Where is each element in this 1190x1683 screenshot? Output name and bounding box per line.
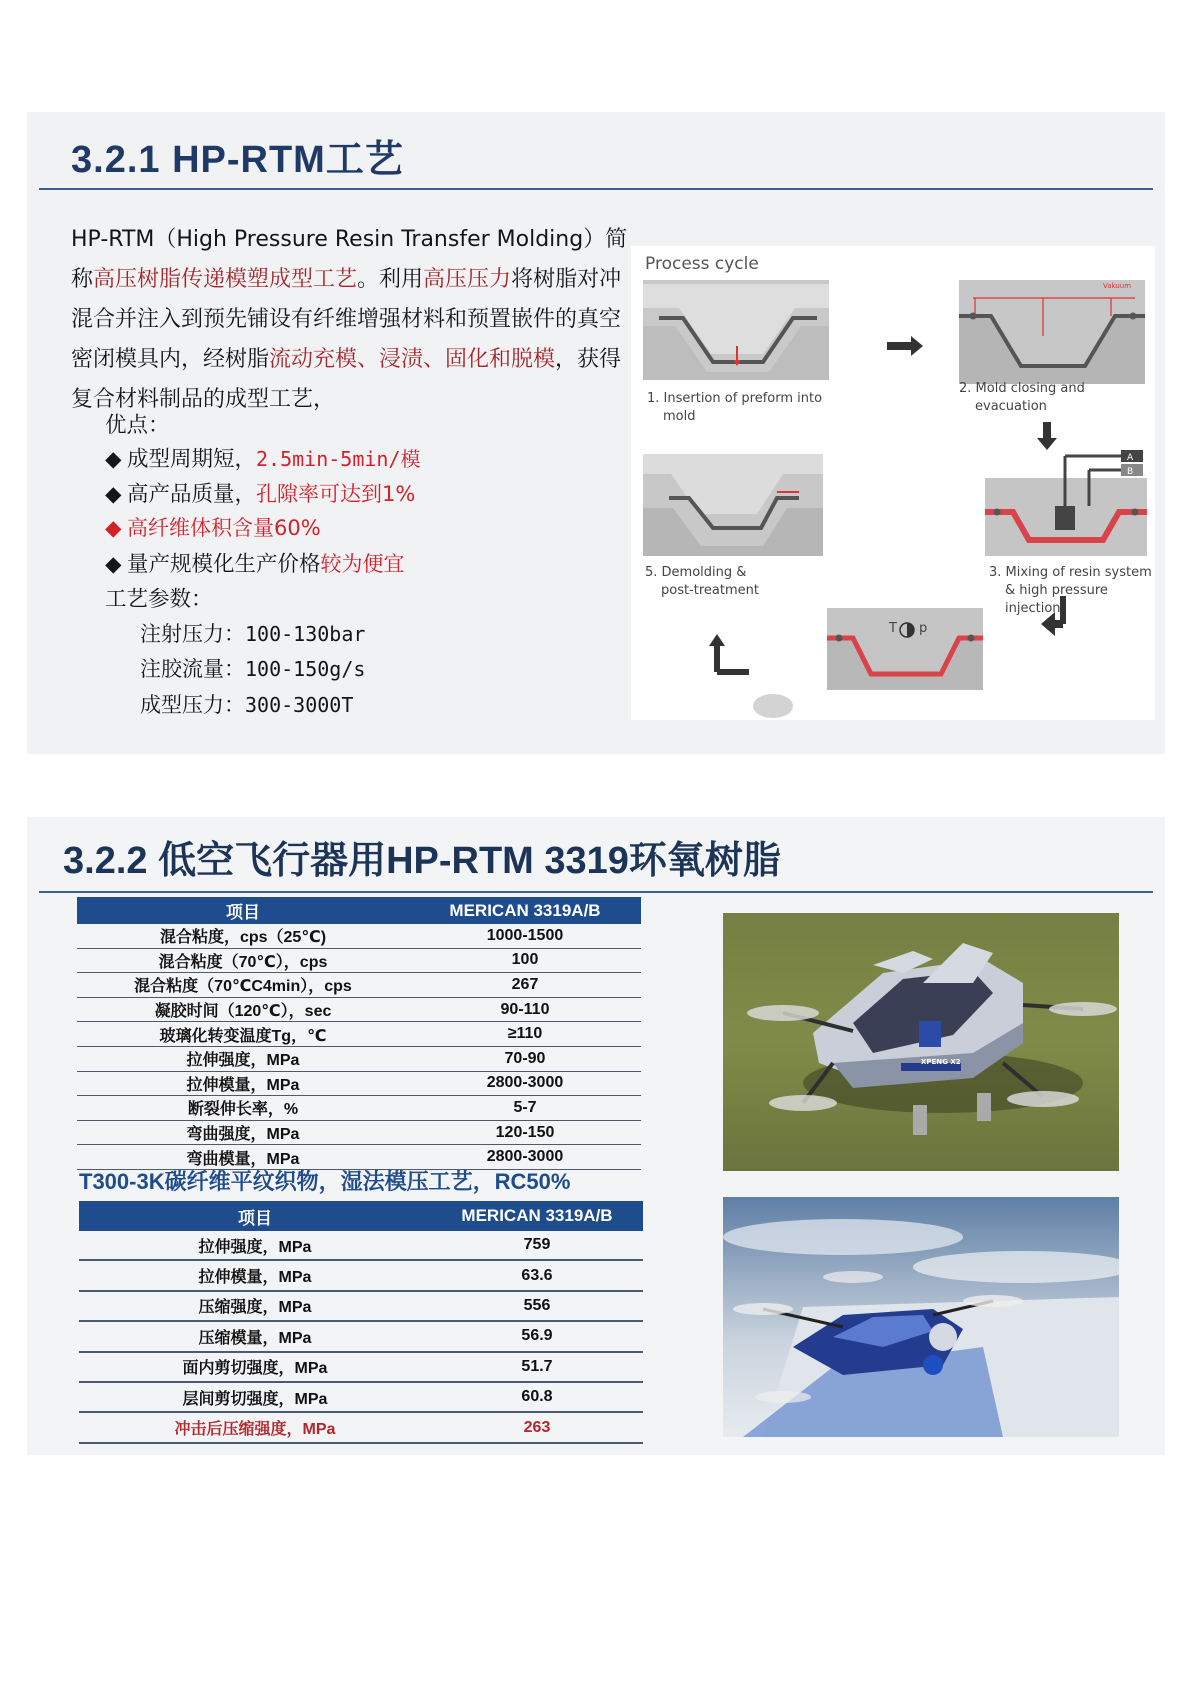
property-name-cell: 玻璃化转变温度Tg，℃ bbox=[77, 1022, 409, 1047]
diamond-bullet-icon: ◆ bbox=[105, 516, 122, 541]
process-cycle-graphic bbox=[631, 246, 1155, 720]
param-row bbox=[140, 653, 365, 683]
property-name-cell: 混合粘度（70℃C4min），cps bbox=[77, 973, 409, 998]
advantage-text: 高产品质量， bbox=[127, 482, 257, 507]
column-header-value: MERICAN 3319A/B bbox=[431, 1201, 643, 1231]
property-name-cell: 弯曲模量，MPa bbox=[77, 1145, 409, 1170]
table-row bbox=[79, 1291, 643, 1321]
vacuum-label: Vakuum bbox=[1103, 282, 1132, 290]
intro-text-2: 。利用 bbox=[357, 267, 424, 292]
table-row bbox=[79, 1412, 643, 1442]
intro-text-1: HP-RTM（High Pressure Resin Transfer Molding）简称 bbox=[71, 227, 628, 292]
step5-caption: 5. Demolding & bbox=[645, 565, 747, 580]
table-header-row bbox=[79, 1201, 643, 1231]
laminate-subtitle: T300-3K碳纤维平纹织物，湿法模压工艺，RC50% bbox=[79, 1169, 571, 1194]
property-value-cell: 759 bbox=[431, 1231, 643, 1260]
aircraft-on-pad-image bbox=[723, 1197, 1119, 1437]
property-value-cell: 1000-1500 bbox=[409, 924, 641, 948]
property-name-cell: 弯曲强度，MPa bbox=[77, 1120, 409, 1145]
table-row bbox=[79, 1382, 643, 1412]
step3-caption: 3. Mixing of resin system bbox=[989, 565, 1152, 580]
property-name-cell: 拉伸强度，MPa bbox=[79, 1231, 431, 1260]
table-row bbox=[77, 997, 641, 1022]
property-name-cell: 混合粘度，cps（25℃) bbox=[77, 924, 409, 948]
property-value-cell: 100 bbox=[409, 948, 641, 973]
diamond-bullet-icon: ◆ bbox=[105, 482, 122, 507]
step2-caption: 2. Mold closing and bbox=[959, 381, 1085, 396]
step1-caption: 1. Insertion of preform into bbox=[647, 391, 823, 406]
property-name-cell: 拉伸模量，MPa bbox=[79, 1260, 431, 1290]
column-header-item: 项目 bbox=[77, 897, 409, 924]
params-label: 工艺参数： bbox=[105, 587, 213, 612]
property-value-cell: 263 bbox=[431, 1412, 643, 1442]
property-value-cell: 2800-3000 bbox=[409, 1071, 641, 1096]
property-value-cell: 70-90 bbox=[409, 1046, 641, 1071]
property-value-cell: 90-110 bbox=[409, 997, 641, 1022]
table-row bbox=[77, 1071, 641, 1096]
param-label: 成型压力： bbox=[140, 693, 245, 717]
step2-caption-2: evacuation bbox=[975, 399, 1047, 414]
property-value-cell: 63.6 bbox=[431, 1260, 643, 1290]
property-value-cell: 120-150 bbox=[409, 1120, 641, 1145]
temperature-label: T bbox=[889, 621, 897, 636]
property-name-cell: 混合粘度（70℃），cps bbox=[77, 948, 409, 973]
component-b-label: B bbox=[1127, 467, 1134, 477]
step1-caption-2: mold bbox=[663, 409, 696, 424]
slide2-title: 3.2.2 低空飞行器用HP-RTM 3319环氧树脂 bbox=[63, 840, 781, 882]
property-name-cell: 冲击后压缩强度，MPa bbox=[79, 1412, 431, 1442]
advantage-text: 量产规模化生产价格 bbox=[127, 552, 321, 577]
slide1-title: 3.2.1 HP-RTM工艺 bbox=[71, 139, 404, 181]
advantage-highlight: 孔隙率可达到1% bbox=[256, 482, 416, 506]
step5-caption-2: post-treatment bbox=[661, 583, 759, 598]
property-value-cell: 2800-3000 bbox=[409, 1145, 641, 1170]
advantage-highlight: 高纤维体积含量60% bbox=[127, 516, 321, 540]
param-value: 300-3000T bbox=[245, 693, 354, 717]
step3-caption-3: injection bbox=[1005, 601, 1061, 616]
advantage-item bbox=[105, 442, 421, 473]
property-name-cell: 凝胶时间（120℃），sec bbox=[77, 997, 409, 1022]
intro-highlight-1: 高压树脂传递模塑成型工艺 bbox=[93, 267, 358, 292]
slide-hp-rtm-process bbox=[27, 112, 1165, 754]
table-row bbox=[79, 1231, 643, 1260]
intro-paragraph bbox=[71, 220, 631, 420]
table-row bbox=[79, 1321, 643, 1351]
laminate-properties-table bbox=[79, 1201, 643, 1444]
property-name-cell: 面内剪切强度，MPa bbox=[79, 1352, 431, 1382]
vehicle-label: XPENG X2 bbox=[921, 1058, 961, 1066]
diamond-bullet-icon: ◆ bbox=[105, 552, 122, 577]
diamond-bullet-icon: ◆ bbox=[105, 447, 122, 472]
property-name-cell: 断裂伸长率，% bbox=[77, 1096, 409, 1121]
advantage-item bbox=[105, 547, 405, 578]
advantage-text: 成型周期短， bbox=[127, 447, 257, 472]
advantage-item bbox=[105, 477, 415, 508]
column-header-item: 项目 bbox=[79, 1201, 431, 1231]
table-row bbox=[77, 973, 641, 998]
property-value-cell: 5-7 bbox=[409, 1096, 641, 1121]
param-value: 100-150g/s bbox=[245, 657, 366, 681]
table-row bbox=[77, 924, 641, 948]
slide-3319-epoxy bbox=[27, 817, 1165, 1455]
aircraft-photo-grass bbox=[723, 913, 1119, 1171]
table-row bbox=[77, 1120, 641, 1145]
resin-properties-table bbox=[77, 897, 641, 1170]
process-cycle-diagram bbox=[631, 246, 1155, 720]
table-header-row bbox=[77, 897, 641, 924]
advantage-item bbox=[105, 512, 321, 542]
advantage-highlight: 较为便宜 bbox=[320, 552, 405, 576]
property-value-cell: 51.7 bbox=[431, 1352, 643, 1382]
intro-text-4: ，获得复合材料制品的成型工艺， bbox=[71, 347, 622, 412]
property-name-cell: 拉伸强度，MPa bbox=[77, 1046, 409, 1071]
property-value-cell: 56.9 bbox=[431, 1321, 643, 1351]
advantages-label: 优点： bbox=[105, 413, 170, 438]
intro-highlight-2: 高压压力 bbox=[423, 267, 512, 292]
param-row bbox=[140, 689, 353, 719]
advantage-highlight: 2.5min-5min/模 bbox=[256, 447, 421, 471]
table-row bbox=[79, 1260, 643, 1290]
aircraft-photo-landing-pad bbox=[723, 1197, 1119, 1437]
step3-caption-2: & high pressure bbox=[1005, 583, 1108, 598]
table-row bbox=[77, 1046, 641, 1071]
property-name-cell: 压缩模量，MPa bbox=[79, 1321, 431, 1351]
property-value-cell: 267 bbox=[409, 973, 641, 998]
property-name-cell: 压缩强度，MPa bbox=[79, 1291, 431, 1321]
property-value-cell: 556 bbox=[431, 1291, 643, 1321]
param-value: 100-130bar bbox=[245, 622, 366, 646]
param-label: 注射压力： bbox=[140, 622, 245, 646]
component-a-label: A bbox=[1127, 453, 1134, 463]
column-header-value: MERICAN 3319A/B bbox=[409, 897, 641, 924]
table-row bbox=[79, 1352, 643, 1382]
aircraft-on-grass-image bbox=[723, 913, 1119, 1171]
process-cycle-title: Process cycle bbox=[645, 254, 759, 274]
property-value-cell: 60.8 bbox=[431, 1382, 643, 1412]
pressure-label: p bbox=[919, 621, 928, 636]
title-underline bbox=[39, 188, 1153, 190]
param-label: 注胶流量： bbox=[140, 657, 245, 681]
table-row bbox=[77, 948, 641, 973]
property-name-cell: 层间剪切强度，MPa bbox=[79, 1382, 431, 1412]
table-row bbox=[77, 1096, 641, 1121]
title-underline bbox=[39, 891, 1153, 893]
intro-highlight-3: 流动充模、浸渍、固化和脱模 bbox=[269, 347, 556, 372]
table-row bbox=[77, 1022, 641, 1047]
property-value-cell: ≥110 bbox=[409, 1022, 641, 1047]
param-row bbox=[140, 618, 365, 648]
intro-text-3: 将树脂对冲混合并注入到预先铺设有纤维增强材料和预置嵌件的真空密闭模具内，经树脂 bbox=[71, 267, 622, 372]
property-name-cell: 拉伸模量，MPa bbox=[77, 1071, 409, 1096]
